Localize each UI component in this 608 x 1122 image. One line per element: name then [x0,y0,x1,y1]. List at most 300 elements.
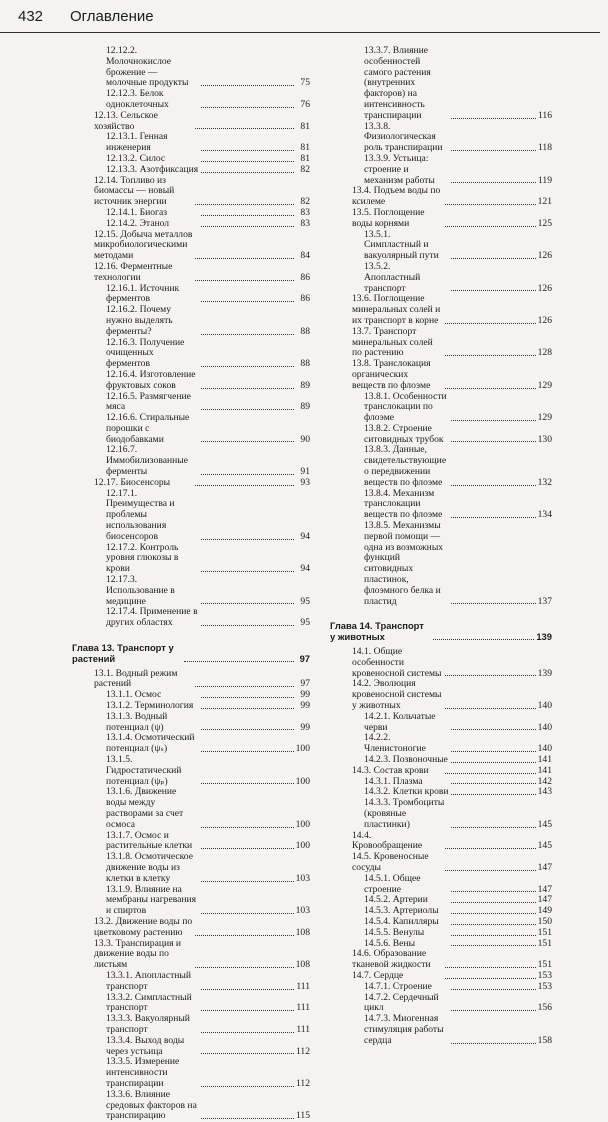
toc-entry[interactable] [72,971,310,993]
toc-entry-title: 13.1.3. Водный потенциал (ψ) [106,710,168,733]
toc-entry-title: 13.8.5. Механизмы первой помощи — одна из возможных функций ситовидных пластинок, флоэмного белка и пластид [364,520,444,607]
dot-leader [201,729,294,730]
toc-entry-title: 13.3.5. Измерение интенсивности транспирации [106,1056,180,1089]
toc-entry-title: 12.16.5. Размягчение мяса [106,390,191,413]
toc-entry[interactable] [330,122,552,154]
dot-leader [201,150,294,151]
toc-entry-page: 76 [300,98,310,110]
toc-entry-title: Глава 14. Транспорт у животных [330,620,424,643]
toc-entry[interactable] [330,186,552,208]
toc-entry[interactable] [72,1057,310,1089]
dot-leader [451,762,536,763]
dot-leader [451,794,536,795]
toc-entry[interactable] [72,370,310,392]
toc-entry-title: 12.16.4. Изготовление фруктовых соков [106,368,196,391]
toc-entry-page: 81 [300,142,310,154]
toc-entry[interactable] [330,993,552,1015]
toc-entry[interactable] [72,993,310,1015]
dot-leader [451,258,536,259]
toc-entry[interactable] [72,885,310,917]
toc-entry-title: 13.1.8. Осмотическое движение воды из клетки в клетку [106,851,193,884]
toc-entry-page: 103 [295,872,311,884]
toc-entry-page: 111 [296,980,310,992]
toc-entry-page: 100 [295,775,311,787]
toc-entry[interactable] [72,445,310,477]
toc-entry-page: 86 [300,271,310,283]
toc-entry-title: 13.1. Водный режим растений [94,667,178,690]
toc-entry-page: 84 [300,250,310,262]
toc-entry-title: 12.16. Ферментные технологии [94,260,173,283]
toc-entry-title: 13.1.5. Гидростатический потенциал (ψₚ) [106,754,182,787]
dot-leader [201,603,294,604]
dot-leader [451,729,536,730]
toc-entry-page: 140 [537,721,553,733]
dot-leader [195,204,294,205]
toc-entry-title: 12.17. Биосенсоры [94,476,171,488]
dot-leader [451,913,536,914]
dot-leader [451,751,536,752]
toc-entry-title: 13.3.9. Устьица: строение и механизм работы [364,152,435,186]
page-header [0,0,608,38]
chapter-gap [72,629,310,643]
dot-leader [445,978,536,979]
toc-entry-page: 140 [537,743,553,755]
dot-leader [451,989,536,990]
dot-leader [451,945,536,946]
toc-entry-page: 126 [537,250,553,262]
toc-entry[interactable] [72,939,310,971]
dot-leader [433,639,534,640]
toc-entry[interactable] [330,733,552,755]
toc-entry-title: 12.13.1. Генная инженерия [106,131,168,154]
toc-entry[interactable] [72,1036,310,1058]
dot-leader [201,441,294,442]
toc-entry[interactable] [72,46,310,89]
toc-entry[interactable] [72,219,310,230]
toc-entry[interactable] [72,787,310,830]
toc-entry-title: 13.4. Подъем воды по ксилеме [352,185,441,208]
toc-entry-page: 126 [537,314,553,326]
toc-entry-page: 90 [300,433,310,445]
toc-entry-page: 147 [537,894,553,906]
toc-entry-page: 121 [537,196,553,208]
dot-leader [451,118,536,119]
toc-entry-title: 12.13.2. Силос [106,152,166,164]
toc-entry-title: 12.17.1. Преимущества и проблемы использования биосенсоров [106,487,175,542]
toc-entry-title: 14.3. Состав крови [352,764,429,776]
toc-entry[interactable] [330,679,552,711]
toc-entry-page: 100 [295,840,311,852]
toc-entry[interactable] [72,669,310,691]
toc-entry-page: 83 [300,217,310,229]
toc-entry-title: 13.3.3. Вакуолярный транспорт [106,1013,190,1035]
dot-leader [201,226,294,227]
toc-entry-title: 12.16.2. Почему нужно выделять ферменты? [106,304,173,337]
toc-entry-page: 103 [295,905,311,917]
toc-entry-page: 88 [300,358,310,370]
toc-entry-title: 12.16.7. Иммобилизованные ферменты [106,444,188,478]
page-number: 432 [18,8,44,25]
toc-entry-title: 14.7.3. Миогенная стимуляция работы сердца [364,1013,444,1046]
dot-leader [201,334,294,335]
toc-entry-page: 150 [537,915,553,927]
toc-entry[interactable] [72,831,310,853]
toc-entry-page: 151 [537,926,553,938]
toc-entry-title: 14.5.2. Артерии [364,894,428,906]
toc-entry-title: 14.3.2. Клетки крови [364,786,449,798]
dot-leader [451,827,536,828]
toc-entry-page: 129 [537,379,553,391]
toc-entry-page: 142 [537,775,553,787]
toc-entry-title: 12.16.1. Источник ферментов [106,282,180,305]
dot-leader [445,708,536,709]
toc-entry-title: 13.3.4. Выход воды через устьица [106,1034,185,1057]
toc-entry-page: 132 [537,476,553,488]
toc-entry-title: 13.5.2. Апопластный транспорт [364,260,421,294]
dot-leader [201,388,294,389]
toc-entry-page: 147 [537,861,553,873]
dot-leader [195,967,294,968]
toc-entry-title: 13.3.6. Влияние средовых факторов на транспирацию [106,1088,197,1122]
dot-leader [201,625,294,626]
dot-leader [451,182,536,183]
toc-entry-title: 14.4. Кровообращение [352,829,423,852]
toc-entry-title: 13.3. Транспирация и движение воды по листьям [94,937,182,971]
toc-chapter-entry[interactable] [72,643,310,665]
toc-entry[interactable] [330,521,552,607]
dot-leader [445,323,536,324]
dot-leader [201,827,294,828]
toc-entry-page: 97 [299,652,310,664]
toc-entry[interactable] [330,874,552,896]
dot-leader [445,848,536,849]
toc-entry-page: 82 [300,196,310,208]
toc-entry-title: 12.14.2. Этанол [106,217,170,229]
toc-entry-title: 13.2. Движение воды по цветковому растению [94,915,193,938]
dot-leader [451,902,536,903]
toc-entry-title: 14.5. Кровеносные сосуды [352,851,429,873]
toc-left-column [72,46,310,1122]
toc-entry-title: 13.5. Поглощение воды корнями [352,206,425,229]
toc-entry-page: 126 [537,282,553,294]
toc-entry-page: 112 [295,1077,311,1089]
toc-entry[interactable] [330,230,552,262]
dot-leader [201,172,294,173]
toc-entry[interactable] [72,607,310,629]
dot-leader [201,1010,294,1011]
toc-entry[interactable] [72,305,310,337]
toc-entry[interactable] [330,489,552,521]
dot-leader [195,280,294,281]
toc-entry[interactable] [330,831,552,853]
toc-entry[interactable] [330,949,552,971]
toc-entry[interactable] [330,647,552,679]
dot-leader [195,935,294,936]
toc-entry-title: 13.1.6. Движение воды между растворами за счет осмоса [106,786,184,830]
toc-entry-page: 141 [537,764,553,776]
header-rule [0,32,600,33]
dot-leader [445,967,536,968]
toc-entry-page: 83 [300,206,310,218]
dot-leader [201,474,294,475]
toc-entry-title: 13.1.7. Осмос и растительные клетки [106,829,193,852]
toc-entry[interactable] [330,359,552,391]
toc-entry-title: 12.14.1. Биогаз [106,206,168,218]
toc-entry-title: 13.8.4. Механизм транслокации веществ по флоэме [364,487,443,521]
toc-entry[interactable] [72,1090,310,1122]
toc-entry[interactable] [72,165,310,176]
toc-entry[interactable] [72,489,310,543]
toc-right-column [330,46,552,1047]
toc-entry[interactable] [330,928,552,939]
toc-entry-title: 13.8.3. Данные, свидетельствующие о передвижении веществ по флоэме [364,444,447,488]
toc-entry[interactable] [330,327,552,359]
toc-entry-page: 153 [537,969,553,981]
toc-entry-page: 75 [300,77,310,89]
toc-entry[interactable] [72,575,310,607]
toc-entry-title: 12.16.6. Стиральные порошки с биодобавками [106,412,190,445]
toc-entry[interactable] [72,1014,310,1036]
toc-entry[interactable] [72,284,310,306]
toc-entry-page: 149 [537,905,553,917]
dot-leader [201,1032,294,1033]
toc-entry-title: 13.5.1. Симпластный и вакуолярный пути [364,228,439,262]
toc-entry-page: 95 [300,595,310,607]
toc-entry-page: 125 [537,217,553,229]
toc-entry-page: 108 [295,959,311,971]
toc-entry-title: 12.17.4. Применение в других областях [106,606,198,629]
dot-leader [201,1053,294,1054]
toc-chapter-entry[interactable] [330,621,552,643]
toc-entry-page: 141 [537,754,553,765]
dot-leader [201,161,294,162]
dot-leader [201,301,294,302]
toc-entry-title: 14.6. Образование тканевой жидкости [352,948,431,971]
toc-entry-page: 81 [300,120,310,132]
dot-leader [201,1086,294,1087]
dot-leader [445,204,536,205]
dot-leader [201,366,294,367]
toc-entry-title: 14.5.6. Вены [364,937,416,949]
dot-leader [201,107,294,108]
toc-entry[interactable] [72,338,310,370]
toc-entry[interactable] [330,712,552,734]
toc-entry[interactable] [330,766,552,777]
toc-entry-page: 143 [537,786,553,798]
dot-leader [201,539,294,540]
toc-entry-title: 13.8.1. Особенности транслокации по флоэме [364,390,447,424]
dot-leader [201,1118,294,1119]
toc-entry-page: 112 [295,1045,311,1057]
toc-entry[interactable] [72,755,310,787]
toc-entry-page: 81 [300,152,310,164]
toc-entry[interactable] [330,392,552,424]
toc-entry-page: 99 [300,721,310,733]
toc-entry-page: 128 [537,347,553,359]
dot-leader [445,870,536,871]
toc-entry[interactable] [72,89,310,111]
dot-leader [445,773,536,774]
toc-entry-page: 99 [300,700,310,712]
toc-entry-page: 115 [295,1110,311,1122]
toc-entry[interactable] [72,176,310,208]
toc-entry-page: 140 [537,700,553,712]
toc-entry-title: 12.14. Топливо из биомассы — новый источник энергии [94,174,175,208]
dot-leader [451,1043,536,1044]
toc-entry-title: 14.3.3. Тромбоциты (кровяные пластинки) [364,797,445,830]
dot-leader [451,150,536,151]
toc-entry-title: 13.1.2. Терминология [106,700,194,712]
toc-entry-page: 95 [300,617,310,629]
toc-entry-title: 12.13.3. Азотфиксация [106,163,199,175]
toc-entry-page: 134 [537,509,553,521]
toc-entry[interactable] [72,111,310,133]
dot-leader [195,686,294,687]
dot-leader [195,485,294,486]
toc-entry-page: 94 [300,530,310,542]
toc-entry-title: 12.15. Добыча металлов микробиологическими методами [94,228,193,262]
dot-leader [445,226,536,227]
toc-entry-title: 14.5.5. Венулы [364,926,425,938]
toc-entry-title: 13.6. Поглощение минеральных солей и их транспорт в корне [352,293,441,326]
dot-leader [451,441,536,442]
dot-leader [451,517,536,518]
running-title: Оглавление [70,8,154,25]
toc-entry-page: 108 [295,926,311,938]
toc-entry-title: 14.3.1. Плазма [364,775,423,787]
dot-leader [445,675,536,676]
toc-entry-title: 14.2.3. Позвоночные [364,754,448,765]
toc-entry-page: 153 [537,980,553,992]
toc-entry[interactable] [330,445,552,488]
dot-leader [201,881,294,882]
toc-entry-page: 111 [296,1002,310,1014]
dot-leader [201,215,294,216]
toc-entry-page: 147 [537,883,553,895]
toc-entry[interactable] [72,413,310,445]
toc-entry-title: 13.3.8. Физиологическая роль транспирации [364,120,443,154]
toc-entry-page: 158 [537,1034,553,1046]
toc-entry[interactable] [330,982,552,993]
dot-leader [184,661,294,662]
toc-entry-title: 14.7.2. Сердечный цикл [364,991,439,1014]
toc-entry-title: 12.16.3. Получение очищенных ферментов [106,336,185,370]
toc-entry[interactable] [330,46,552,122]
dot-leader [451,420,536,421]
toc-entry[interactable] [330,154,552,186]
toc-entry-title: 13.3.1. Апопластный транспорт [106,969,191,992]
toc-entry-page: 94 [300,563,310,575]
toc-entry-title: 14.5.4. Капилляры [364,915,439,927]
dot-leader [201,848,294,849]
toc-entry-page: 86 [300,293,310,305]
toc-entry-page: 139 [536,631,552,643]
toc-entry-page: 116 [537,109,553,121]
dot-leader [195,258,294,259]
toc-entry-page: 89 [300,401,310,413]
toc-entry-page: 156 [537,1002,553,1014]
dot-leader [451,783,536,784]
toc-entry[interactable] [330,424,552,446]
toc-entry-title: 12.12.2. Молочнокислое брожение — молочные продукты [106,45,189,89]
toc-entry-page: 118 [537,142,553,154]
toc-entry-page: 137 [537,595,553,607]
toc-entry[interactable] [72,917,310,939]
toc-entry-page: 111 [296,1023,310,1035]
chapter-gap [330,607,552,621]
toc-entry[interactable] [330,208,552,230]
dot-leader [451,1010,536,1011]
toc-entry-page: 97 [300,678,310,690]
toc-entry-page: 139 [537,667,553,679]
toc-entry-title: 13.1.9. Влияние на мембраны нагревания и спиртов [106,883,197,917]
toc-entry-title: 14.5.3. Артериолы [364,905,439,917]
toc-entry[interactable] [72,132,310,154]
toc-entry-title: 13.1.4. Осмотический потенциал (ψₛ) [106,732,195,755]
toc-entry[interactable] [330,852,552,874]
toc-entry-page: 100 [295,818,311,830]
toc-entry-page: 129 [537,412,553,424]
toc-entry[interactable] [72,852,310,884]
toc-entry[interactable] [330,798,552,830]
dot-leader [201,913,294,914]
toc-entry-title: 14.5.1. Общее строение [364,872,421,895]
toc-entry-title: 14.7. Сердце [352,969,404,981]
dot-leader [201,85,294,86]
toc-entry-title: 14.7.1. Строение [364,980,432,992]
toc-entry-page: 82 [300,163,310,175]
dot-leader [451,485,536,486]
toc-entry-page: 119 [537,174,553,186]
toc-entry[interactable] [72,392,310,414]
toc-entry[interactable] [72,262,310,284]
toc-entry-page: 130 [537,433,553,445]
toc-entry-page: 145 [537,818,553,830]
dot-leader [201,989,294,990]
toc-entry[interactable] [72,733,310,755]
toc-entry[interactable] [330,294,552,326]
toc-entry-page: 100 [295,743,311,755]
toc-entry-page: 145 [537,840,553,852]
dot-leader [201,571,294,572]
dot-leader [445,388,536,389]
toc-entry-page: 151 [537,937,553,949]
dot-leader [201,409,294,410]
dot-leader [451,935,536,936]
dot-leader [451,924,536,925]
dot-leader [445,355,536,356]
toc-entry[interactable] [72,230,310,262]
toc-entry[interactable] [72,712,310,734]
toc-entry-title: 13.1.1. Осмос [106,689,162,701]
toc-entry-title: 14.1. Общие особенности кровеносной системы [352,646,442,679]
toc-entry-title: 13.3.2. Симпластный транспорт [106,991,192,1014]
dot-leader [451,891,536,892]
dot-leader [451,290,536,291]
toc-entry[interactable] [330,1014,552,1046]
toc-entry-title: 13.8. Транслокация органических веществ по флоэме [352,358,431,391]
toc-entry-title: 14.2. Эволюция кровеносной системы у животных [352,678,442,712]
toc-entry-title: Глава 13. Транспорт у растений [72,642,174,664]
toc-entry-title: 12.17.3. Использование в медицине [106,574,175,607]
toc-entry-page: 93 [300,476,310,488]
toc-entry-page: 88 [300,325,310,337]
toc-entry-title: 13.8.2. Строение ситовидных трубок [364,422,444,445]
toc-entry-page: 99 [300,689,310,701]
toc-entry[interactable] [72,543,310,575]
toc-entry[interactable] [330,262,552,294]
toc-entry-page: 91 [300,466,310,478]
